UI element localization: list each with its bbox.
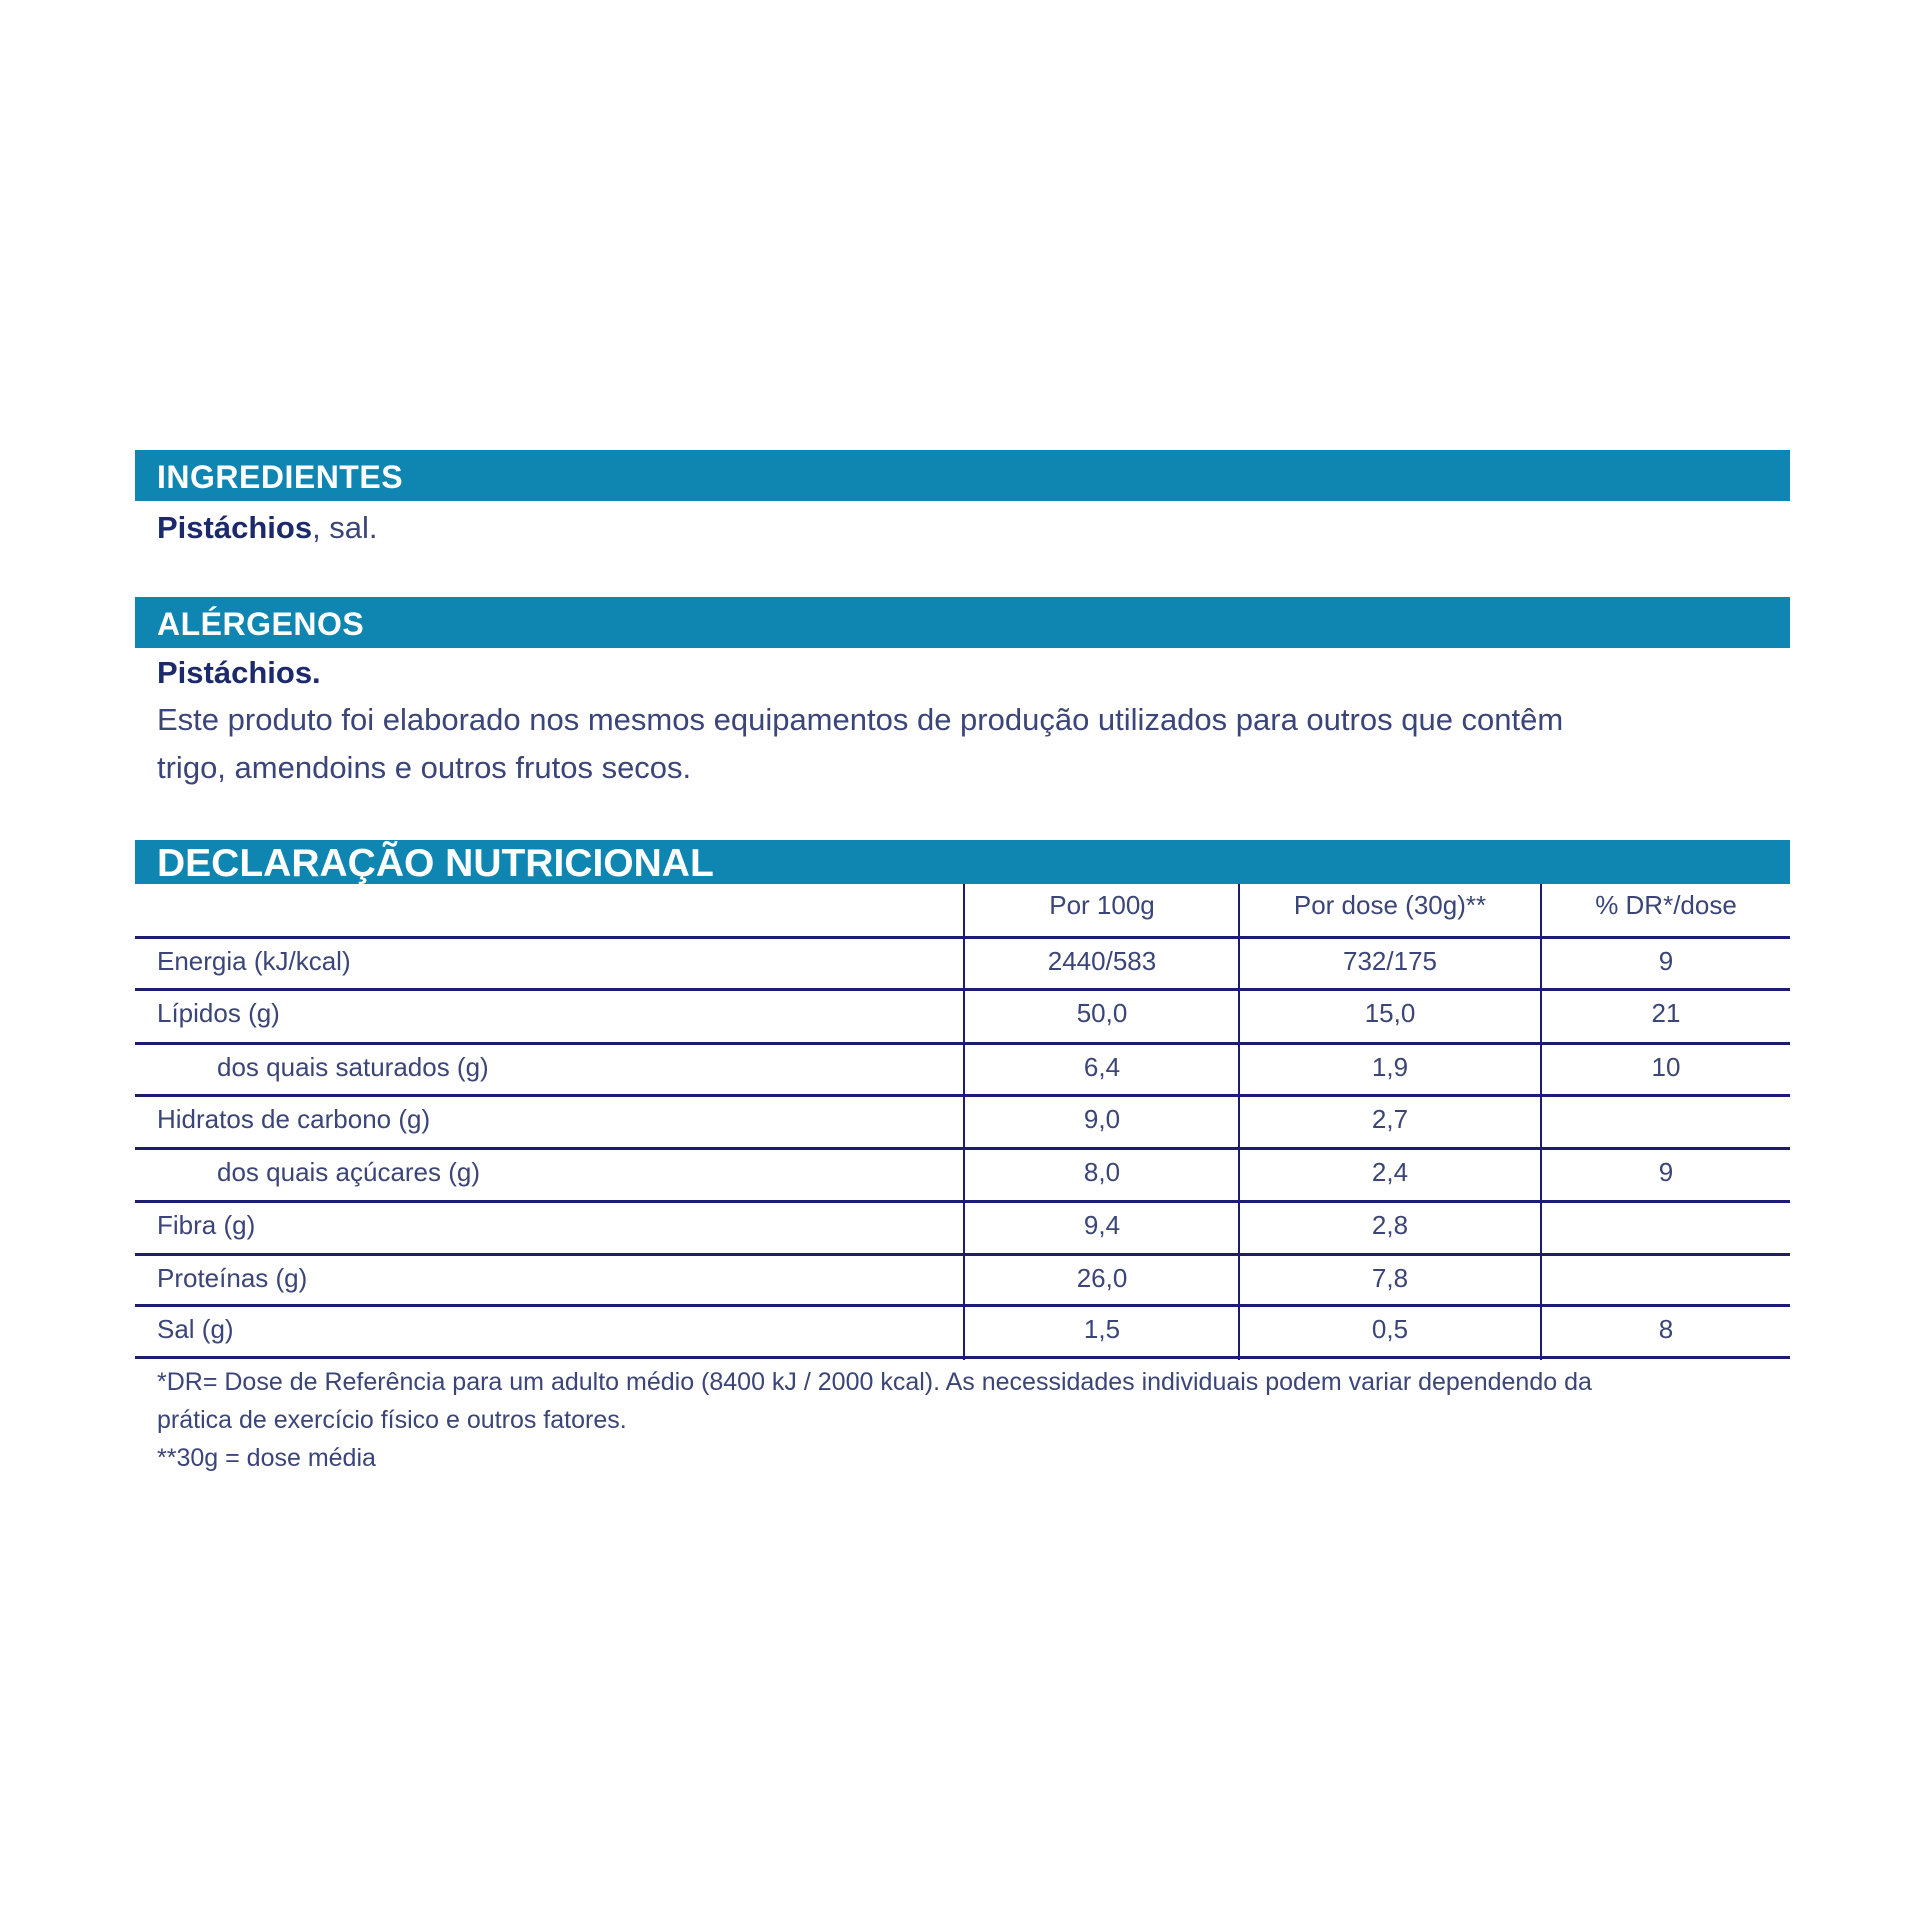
- table-row-divider: [135, 988, 1790, 991]
- value-per-dose: 2,8: [1371, 1210, 1409, 1240]
- table-row-divider: [135, 1304, 1790, 1307]
- value-per-100g: 6,4: [1083, 1052, 1121, 1082]
- value-per-dose: 732/175: [1343, 946, 1437, 976]
- nutrient-label: Energia (kJ/kcal): [157, 946, 351, 976]
- footnote-dose: **30g = dose média: [157, 1444, 376, 1472]
- table-row-divider: [135, 1042, 1790, 1045]
- ingredients-text: [157, 510, 378, 546]
- value-dr-percent: 8: [1658, 1314, 1674, 1344]
- nutrition-heading: DECLARAÇÃO NUTRICIONAL: [157, 842, 714, 885]
- value-per-dose: 15,0: [1364, 998, 1416, 1028]
- value-per-100g: 2440/583: [1047, 946, 1157, 976]
- nutrient-label: Hidratos de carbono (g): [157, 1104, 431, 1134]
- value-per-100g: 9,4: [1083, 1210, 1121, 1240]
- nutrient-label: Sal (g): [157, 1314, 234, 1344]
- table-row-divider: [135, 1200, 1790, 1203]
- value-per-100g: 9,0: [1083, 1104, 1121, 1134]
- ingredients-header-bar: [135, 450, 1790, 501]
- value-per-dose: 2,4: [1371, 1157, 1409, 1187]
- nutrient-label: Lípidos (g): [157, 998, 280, 1028]
- value-per-dose: 1,9: [1371, 1052, 1409, 1082]
- value-dr-percent: 9: [1658, 1157, 1674, 1187]
- table-row-divider: [135, 1356, 1790, 1359]
- ingredients-heading: INGREDIENTES: [157, 459, 404, 495]
- table-row-divider: [135, 1253, 1790, 1256]
- value-dr-percent: 10: [1651, 1052, 1681, 1082]
- nutrient-label: Proteínas (g): [157, 1263, 308, 1293]
- nutrient-label: Fibra (g): [157, 1210, 256, 1240]
- value-per-dose: 2,7: [1371, 1104, 1409, 1134]
- table-row-divider: [135, 1094, 1790, 1097]
- allergens-note-line1: Este produto foi elaborado nos mesmos equipamentos de produção utilizados para outros que contêm: [157, 702, 1564, 737]
- value-per-100g: 1,5: [1083, 1314, 1121, 1344]
- allergens-bold: Pistáchios.: [157, 655, 321, 690]
- footnote-dr-continued: prática de exercício físico e outros fatores.: [157, 1406, 627, 1434]
- value-per-100g: 8,0: [1083, 1157, 1121, 1187]
- value-per-dose: 0,5: [1371, 1314, 1409, 1344]
- column-header-per-100g: Por 100g: [1049, 890, 1155, 920]
- column-header-dr: % DR*/dose: [1595, 890, 1737, 920]
- nutrient-label: dos quais açúcares (g): [217, 1157, 481, 1187]
- allergens-note-line2: trigo, amendoins e outros frutos secos.: [157, 750, 692, 785]
- nutrient-label: dos quais saturados (g): [217, 1052, 489, 1082]
- column-header-per-dose: Por dose (30g)**: [1293, 890, 1487, 920]
- table-row-divider: [135, 1147, 1790, 1150]
- value-dr-percent: 9: [1658, 946, 1674, 976]
- value-per-dose: 7,8: [1371, 1263, 1409, 1293]
- ingredients-bold: Pistáchios: [157, 510, 313, 545]
- ingredients-rest: , sal.: [312, 510, 378, 545]
- value-dr-percent: 21: [1651, 998, 1681, 1028]
- value-per-100g: 50,0: [1076, 998, 1128, 1028]
- table-row-divider: [135, 936, 1790, 939]
- value-per-100g: 26,0: [1076, 1263, 1128, 1293]
- nutrition-header-bar: [135, 840, 1790, 884]
- allergens-heading: ALÉRGENOS: [157, 606, 365, 642]
- allergens-header-bar: [135, 597, 1790, 648]
- footnote-dr: *DR= Dose de Referência para um adulto médio (8400 kJ / 2000 kcal). As necessidades individuais podem variar dependendo da: [157, 1368, 1592, 1396]
